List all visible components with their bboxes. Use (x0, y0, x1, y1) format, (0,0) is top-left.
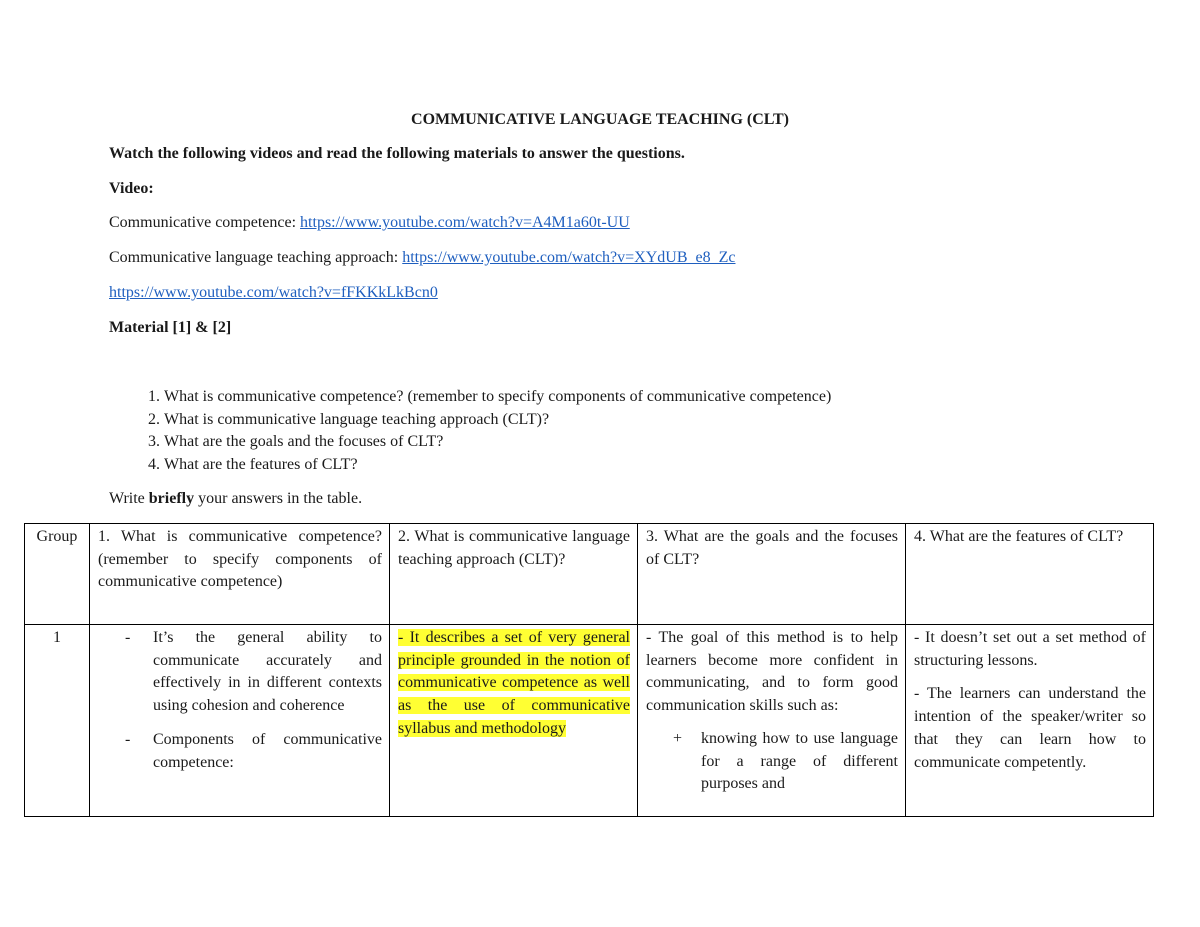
list-item (646, 728, 898, 796)
material-heading: Material [1] & [2] (109, 319, 232, 336)
question-item: 4. What are the features of CLT? (164, 454, 831, 477)
list-item (98, 627, 382, 718)
video-link[interactable]: https://www.youtube.com/watch?v=A4M1a60t-UU (300, 214, 630, 231)
header-q4: 4. What are the features of CLT? (906, 524, 1154, 625)
q4-answer-text: - The learners can understand the intention of the speaker/writer so that they can learn how to communicate competently. (914, 685, 1146, 771)
question-item: 2. What is communicative language teaching approach (CLT)? (164, 409, 831, 432)
dash-mark: - (125, 629, 131, 646)
q3-sub-list (646, 728, 898, 796)
video-heading: Video: (109, 180, 154, 197)
page-title: COMMUNICATIVE LANGUAGE TEACHING (CLT) (411, 111, 789, 128)
q1-answer-text: Components of communicative competence: (153, 730, 382, 771)
table-row (25, 625, 1154, 817)
answer-table (24, 523, 1154, 817)
question-list (109, 386, 831, 476)
cell-q1 (90, 625, 390, 817)
write-instruction (109, 490, 362, 508)
instruction-text: Watch the following videos and read the following materials to answer the questions. (109, 145, 685, 162)
plus-mark: + (673, 729, 683, 747)
video-link[interactable]: https://www.youtube.com/watch?v=XYdUB_e8_Zc (402, 249, 736, 266)
video-line-2 (109, 249, 736, 267)
dash-mark: - (125, 730, 131, 748)
video-label: Communicative language teaching approach: (109, 249, 403, 266)
write-suffix: your answers in the table. (194, 490, 363, 507)
cell-group: 1 (25, 625, 90, 817)
list-item (98, 729, 382, 774)
video-line-1 (109, 214, 630, 232)
question-item: 1. What is communicative competence? (remember to specify components of communicative competence) (164, 386, 831, 409)
write-prefix: Write (109, 490, 149, 507)
cell-q4 (906, 625, 1154, 817)
video-line-3 (109, 284, 438, 302)
highlighted-answer: - It describes a set of very general principle grounded in the notion of communicative competence as well as the use of communicative syllabus and methodology (398, 629, 630, 737)
header-q1: 1. What is communicative competence? (remember to specify components of communicative competence) (90, 524, 390, 625)
video-label: Communicative competence: (109, 214, 301, 231)
question-item: 3. What are the goals and the focuses of CLT? (164, 431, 831, 454)
q3-answer-intro: - The goal of this method is to help learners become more confident in communicating, and to form good communication skills such as: (646, 629, 898, 715)
header-q3: 3. What are the goals and the focuses of CLT? (638, 524, 906, 625)
header-group: Group (25, 524, 90, 625)
q1-answer-list (98, 627, 382, 774)
cell-q2 (390, 625, 638, 817)
q3-sub-item: knowing how to use language for a range of different purposes and (701, 729, 898, 793)
q1-answer-text: It’s the general ability to communicate accurately and effectively in in different contexts using cohesion and coherence (153, 629, 382, 715)
header-q2: 2. What is communicative language teaching approach (CLT)? (390, 524, 638, 625)
write-bold: briefly (148, 490, 195, 507)
cell-q3 (638, 625, 906, 817)
table-header-row (25, 524, 1154, 625)
video-link[interactable]: https://www.youtube.com/watch?v=fFKKkLkBcn0 (109, 284, 438, 301)
q4-answer-text: - It doesn’t set out a set method of structuring lessons. (914, 629, 1146, 669)
